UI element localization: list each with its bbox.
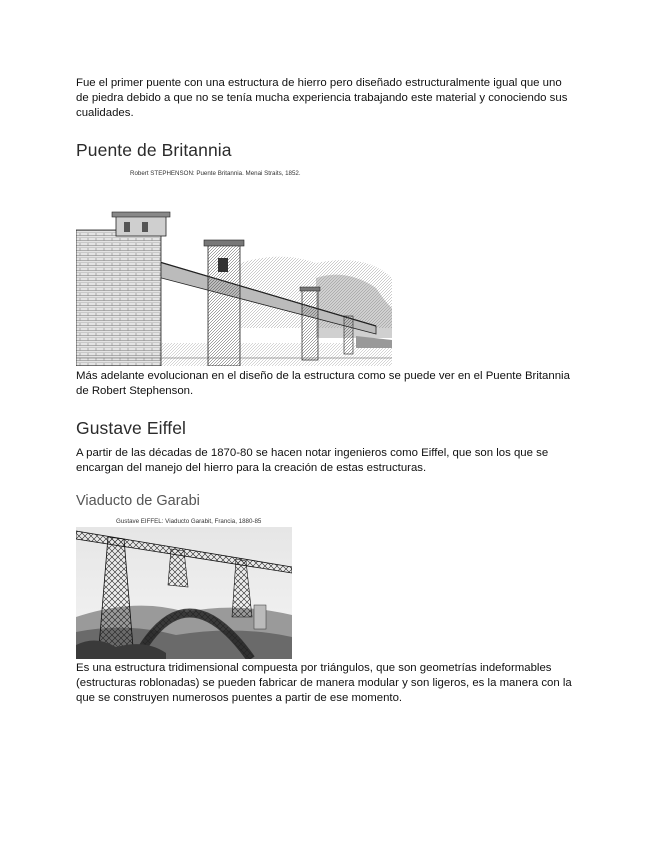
britannia-bridge-engraving — [76, 208, 392, 366]
eiffel-heading: Gustave Eiffel — [76, 418, 187, 438]
eiffel-paragraph: A partir de las décadas de 1870-80 se hacen notar ingenieros como Eiffel, que son los que se encargan del manejo del hierro para la creación de estas estructuras. — [76, 447, 549, 475]
britannia-caption: Robert STEPHENSON: Puente Britannia. Menai Straits, 1852. — [130, 170, 301, 177]
garabi-paragraph: Es una estructura tridimensional compuesta por triángulos, que son geometrías indeformables (estructuras roblonadas) se pueden fabricar de manera modular y son ligeros, es la manera con la que se construyen numerosos puentes a partir de ese momento. — [76, 662, 572, 705]
britannia-heading: Puente de Britannia — [76, 140, 232, 160]
garabi-caption: Gustave EIFFEL: Viaducto Garabit, Francia, 1880-85 — [116, 518, 262, 525]
intro-paragraph: Fue el primer puente con una estructura de hierro pero diseñado estructuralmente igual que uno de piedra debido a que no se tenía mucha experiencia trabajando este material y conociendo sus cualidades. — [76, 77, 568, 120]
garabi-heading: Viaducto de Garabi — [76, 493, 200, 509]
garabit-viaduct-photo — [76, 527, 292, 659]
britannia-paragraph: Más adelante evolucionan en el diseño de la estructura como se puede ver en el Puente Britannia de Robert Stephenson. — [76, 370, 570, 398]
